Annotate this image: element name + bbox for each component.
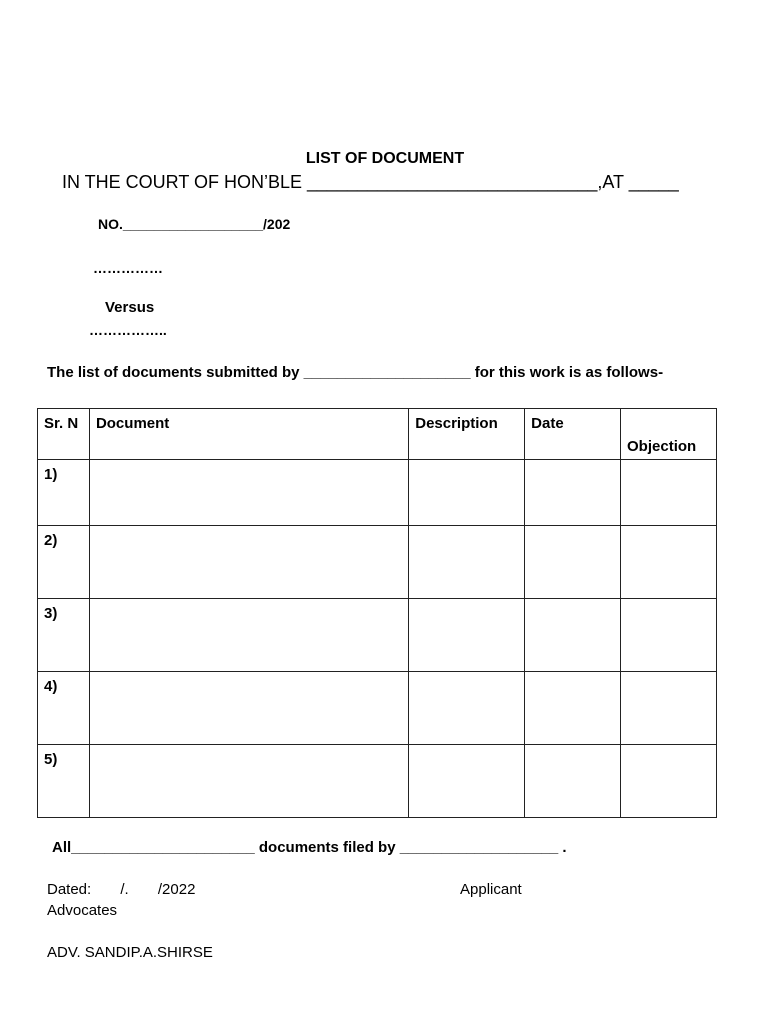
description-cell[interactable] xyxy=(409,526,525,599)
table-row xyxy=(38,460,717,526)
description-cell[interactable] xyxy=(409,745,525,818)
court-line: IN THE COURT OF HON’BLE _____________________________,AT _____ xyxy=(62,172,679,192)
date-cell[interactable] xyxy=(525,526,621,599)
party-one: …………… xyxy=(93,260,163,276)
table-row xyxy=(38,672,717,745)
header-date: Date xyxy=(525,409,621,460)
header-document: Document xyxy=(89,409,408,460)
document-cell[interactable] xyxy=(89,526,408,599)
advocate-name: ADV. SANDIP.A.SHIRSE xyxy=(47,944,213,961)
date-cell[interactable] xyxy=(525,672,621,745)
description-cell[interactable] xyxy=(409,672,525,745)
header-description: Description xyxy=(409,409,525,460)
objection-cell[interactable] xyxy=(621,672,717,745)
description-cell[interactable] xyxy=(409,460,525,526)
applicant-label: Applicant xyxy=(460,881,522,898)
objection-cell[interactable] xyxy=(621,745,717,818)
versus-label: Versus xyxy=(105,299,155,316)
description-cell[interactable] xyxy=(409,599,525,672)
all-documents-line: All______________________ documents filed by ___________________ . xyxy=(52,839,567,856)
date-cell[interactable] xyxy=(525,745,621,818)
document-cell[interactable] xyxy=(89,672,408,745)
row-number: 2) xyxy=(38,526,90,599)
dated-line: Dated: /. /2022 xyxy=(47,881,196,898)
date-cell[interactable] xyxy=(525,460,621,526)
row-number: 3) xyxy=(38,599,90,672)
objection-cell[interactable] xyxy=(621,460,717,526)
document-cell[interactable] xyxy=(89,745,408,818)
row-number: 1) xyxy=(38,460,90,526)
table-header-row xyxy=(38,409,717,460)
header-objection: Objection xyxy=(621,409,717,460)
row-number: 5) xyxy=(38,745,90,818)
header-sr: Sr. N xyxy=(38,409,90,460)
case-number: NO.__________________/202 xyxy=(98,216,291,232)
advocates-label: Advocates xyxy=(47,902,118,919)
objection-cell[interactable] xyxy=(621,526,717,599)
objection-cell[interactable] xyxy=(621,599,717,672)
documents-table xyxy=(37,408,717,818)
row-number: 4) xyxy=(38,672,90,745)
table-row xyxy=(38,745,717,818)
table-row xyxy=(38,526,717,599)
party-two: …………….. xyxy=(89,322,167,338)
date-cell[interactable] xyxy=(525,599,621,672)
document-cell[interactable] xyxy=(89,599,408,672)
document-cell[interactable] xyxy=(89,460,408,526)
intro-text: The list of documents submitted by ____________________ for this work is as follows- xyxy=(47,364,664,381)
table-row xyxy=(38,599,717,672)
page-title: LIST OF DOCUMENT xyxy=(305,150,465,167)
